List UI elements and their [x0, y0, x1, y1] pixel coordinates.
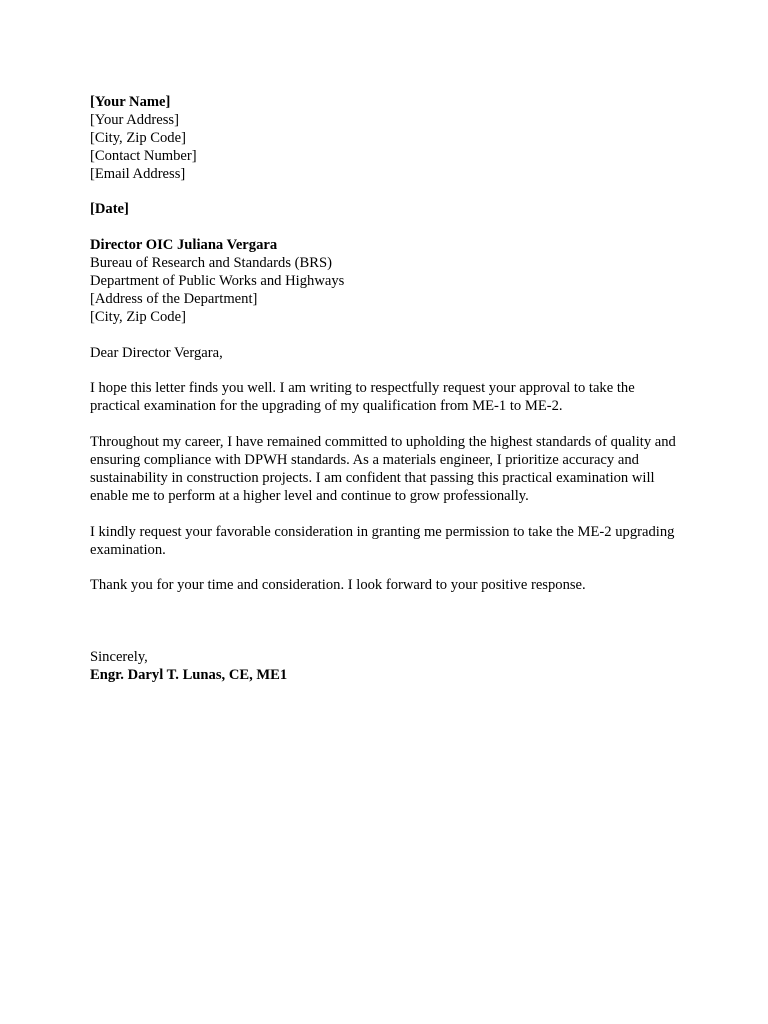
- sender-address: [Your Address]: [90, 111, 179, 128]
- recipient-bureau: Bureau of Research and Standards (BRS): [90, 255, 332, 272]
- salutation: Dear Director Vergara,: [90, 344, 223, 361]
- sender-name: [Your Name]: [90, 94, 171, 110]
- letter-date: [Date]: [90, 201, 129, 218]
- recipient-city-zip: [City, Zip Code]: [90, 308, 186, 325]
- valediction: Sincerely,: [90, 648, 148, 665]
- body-paragraph-2: Throughout my career, I have remained committed to upholding the highest standards of quality and ensuring compliance with DPWH standards. As a materials engineer, I prioritize accuracy and sustainability in construction projects. I am confident that passing this practical examination will enable me to perform at a higher level and continue to grow professionally.: [90, 434, 676, 504]
- body-paragraph-1: I hope this letter finds you well. I am writing to respectfully request your approval to take the practical examination for the upgrading of my qualification from ME-1 to ME-2.: [90, 380, 635, 415]
- body-paragraph-3: I kindly request your favorable consideration in granting me permission to take the ME-2 upgrading examination.: [90, 523, 675, 558]
- recipient-name: Director OIC Juliana Vergara: [90, 237, 278, 254]
- sender-city-zip: [City, Zip Code]: [90, 129, 186, 146]
- letter-body: [90, 94, 690, 685]
- recipient-department: Department of Public Works and Highways: [90, 273, 345, 290]
- signatory-name: Engr. Daryl T. Lunas, CE, ME1: [90, 666, 288, 683]
- recipient-block: [90, 237, 690, 327]
- sender-email: [Email Address]: [90, 165, 186, 182]
- body-paragraph-4: Thank you for your time and consideration. I look forward to your positive response.: [90, 577, 586, 594]
- recipient-address: [Address of the Department]: [90, 290, 258, 307]
- sender-block: [90, 94, 690, 184]
- closing-block: [90, 649, 690, 685]
- sender-contact: [Contact Number]: [90, 147, 197, 164]
